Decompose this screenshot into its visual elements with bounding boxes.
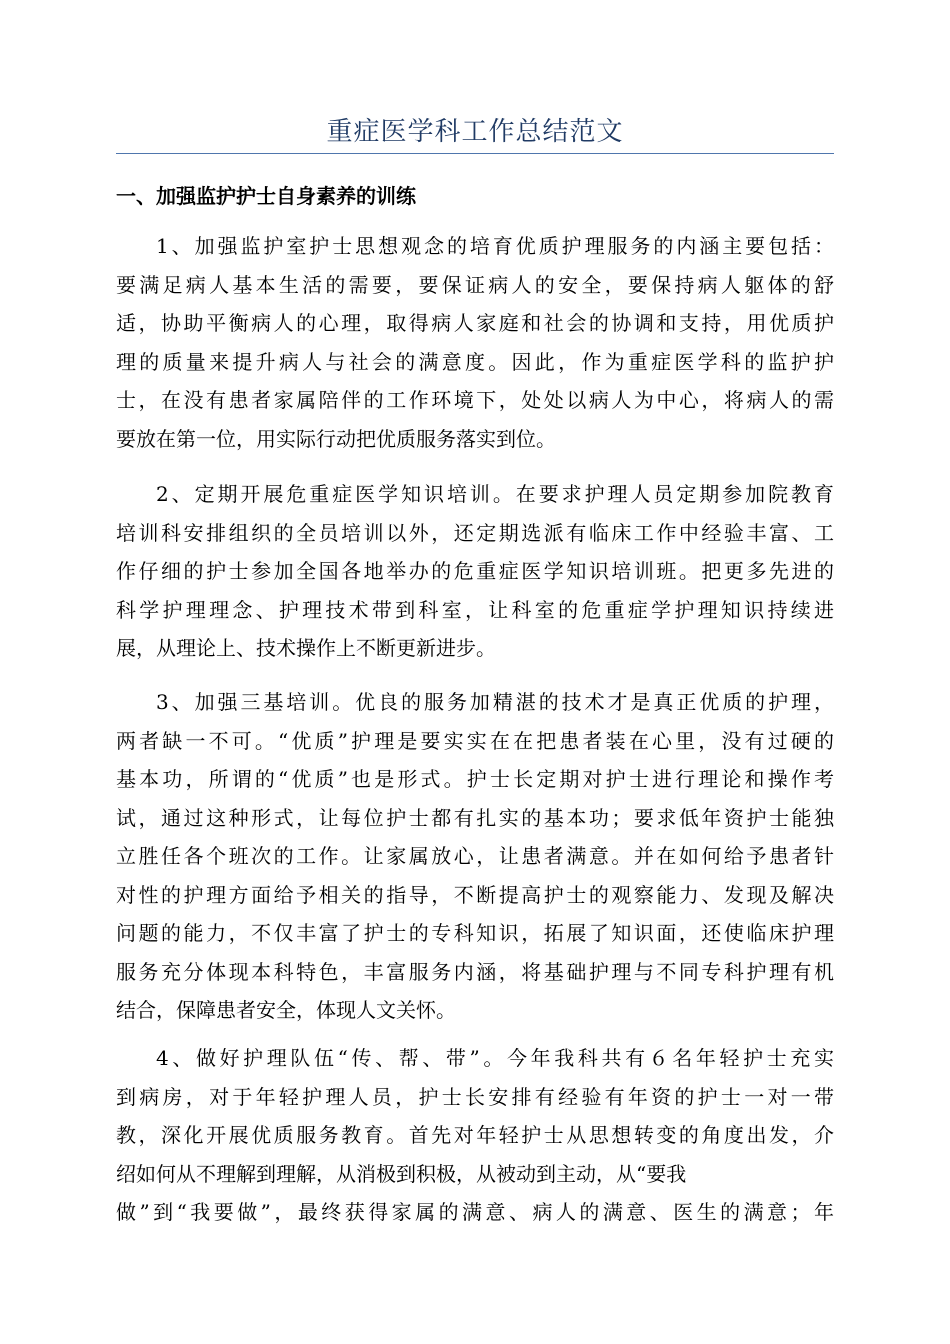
paragraph-line: 展，从理论上、技术操作上不断更新进步。 [116, 636, 496, 660]
paragraph-line: 基本功，所谓的“优质”也是形式。护士长定期对护士进行理论和操作考 [116, 767, 834, 791]
paragraph-line: 2、定期开展危重症医学知识培训。在要求护理人员定期参加院教育 [156, 482, 834, 506]
paragraph-line: 士，在没有患者家属陪伴的工作环境下，处处以病人为中心，将病人的需 [116, 388, 834, 412]
paragraph-line: 两者缺一不可。“优质”护理是要实实在在把患者装在心里，没有过硬的 [116, 728, 834, 753]
paragraph-line: 做”到“我要做”，最终获得家属的满意、病人的满意、医生的满意；年 [116, 1200, 834, 1224]
paragraph-line: 适，协助平衡病人的心理，取得病人家庭和社会的协调和支持，用优质护 [116, 311, 834, 335]
paragraph-line: 问题的能力，不仅丰富了护士的专科知识，拓展了知识面，还使临床护理 [116, 921, 834, 945]
paragraph-line: 教，深化开展优质服务教育。首先对年轻护士从思想转变的角度出发，介 [116, 1123, 834, 1147]
paragraph-line: 培训科安排组织的全员培训以外，还定期选派有临床工作中经验丰富、工 [116, 520, 834, 545]
title-underline [116, 153, 834, 154]
paragraph-line: 对性的护理方面给予相关的指导，不断提高护士的观察能力、发现及解决 [116, 882, 834, 907]
paragraph-line: 1、加强监护室护士思想观念的培育优质护理服务的内涵主要包括： [156, 234, 834, 258]
document-title: 重症医学科工作总结范文 [326, 117, 624, 147]
section-heading: 一、加强监护护士自身素养的训练 [116, 184, 416, 208]
paragraph-4 [116, 1039, 834, 1232]
paragraph-line: 试，通过这种形式，让每位护士都有扎实的基本功；要求低年资护士能独 [116, 805, 834, 830]
paragraph-line: 理的质量来提升病人与社会的满意度。因此，作为重症医学科的监护护 [116, 349, 834, 374]
paragraph-line: 3、加强三基培训。优良的服务加精湛的技术才是真正优质的护理， [156, 690, 834, 714]
paragraph-line: 到病房，对于年轻护理人员，护士长安排有经验有年资的护士一对一带 [116, 1084, 834, 1109]
paragraph-line: 要放在第一位，用实际行动把优质服务落实到位。 [116, 426, 556, 451]
paragraph-line: 作仔细的护士参加全国各地举办的危重症医学知识培训班。把更多先进的 [116, 559, 834, 583]
paragraph-line: 绍如何从不理解到理解，从消极到积极，从被动到主动，从“要我 [116, 1161, 687, 1186]
paragraph-line: 服务充分体现本科特色，丰富服务内涵，将基础护理与不同专科护理有机 [116, 959, 834, 984]
paragraph-2 [116, 475, 834, 668]
paragraph-line: 4、做好护理队伍“传、帮、带”。今年我科共有６名年轻护士充实 [156, 1046, 834, 1070]
paragraph-line: 立胜任各个班次的工作。让家属放心，让患者满意。并在如何给予患者针 [116, 844, 834, 868]
paragraph-3 [116, 683, 834, 1030]
paragraph-1 [116, 227, 834, 458]
paragraph-line: 要满足病人基本生活的需要，要保证病人的安全，要保持病人躯体的舒 [116, 272, 834, 297]
paragraph-line: 科学护理理念、护理技术带到科室，让科室的危重症学护理知识持续进 [116, 597, 834, 622]
paragraph-line: 结合，保障患者安全，体现人文关怀。 [116, 998, 456, 1022]
